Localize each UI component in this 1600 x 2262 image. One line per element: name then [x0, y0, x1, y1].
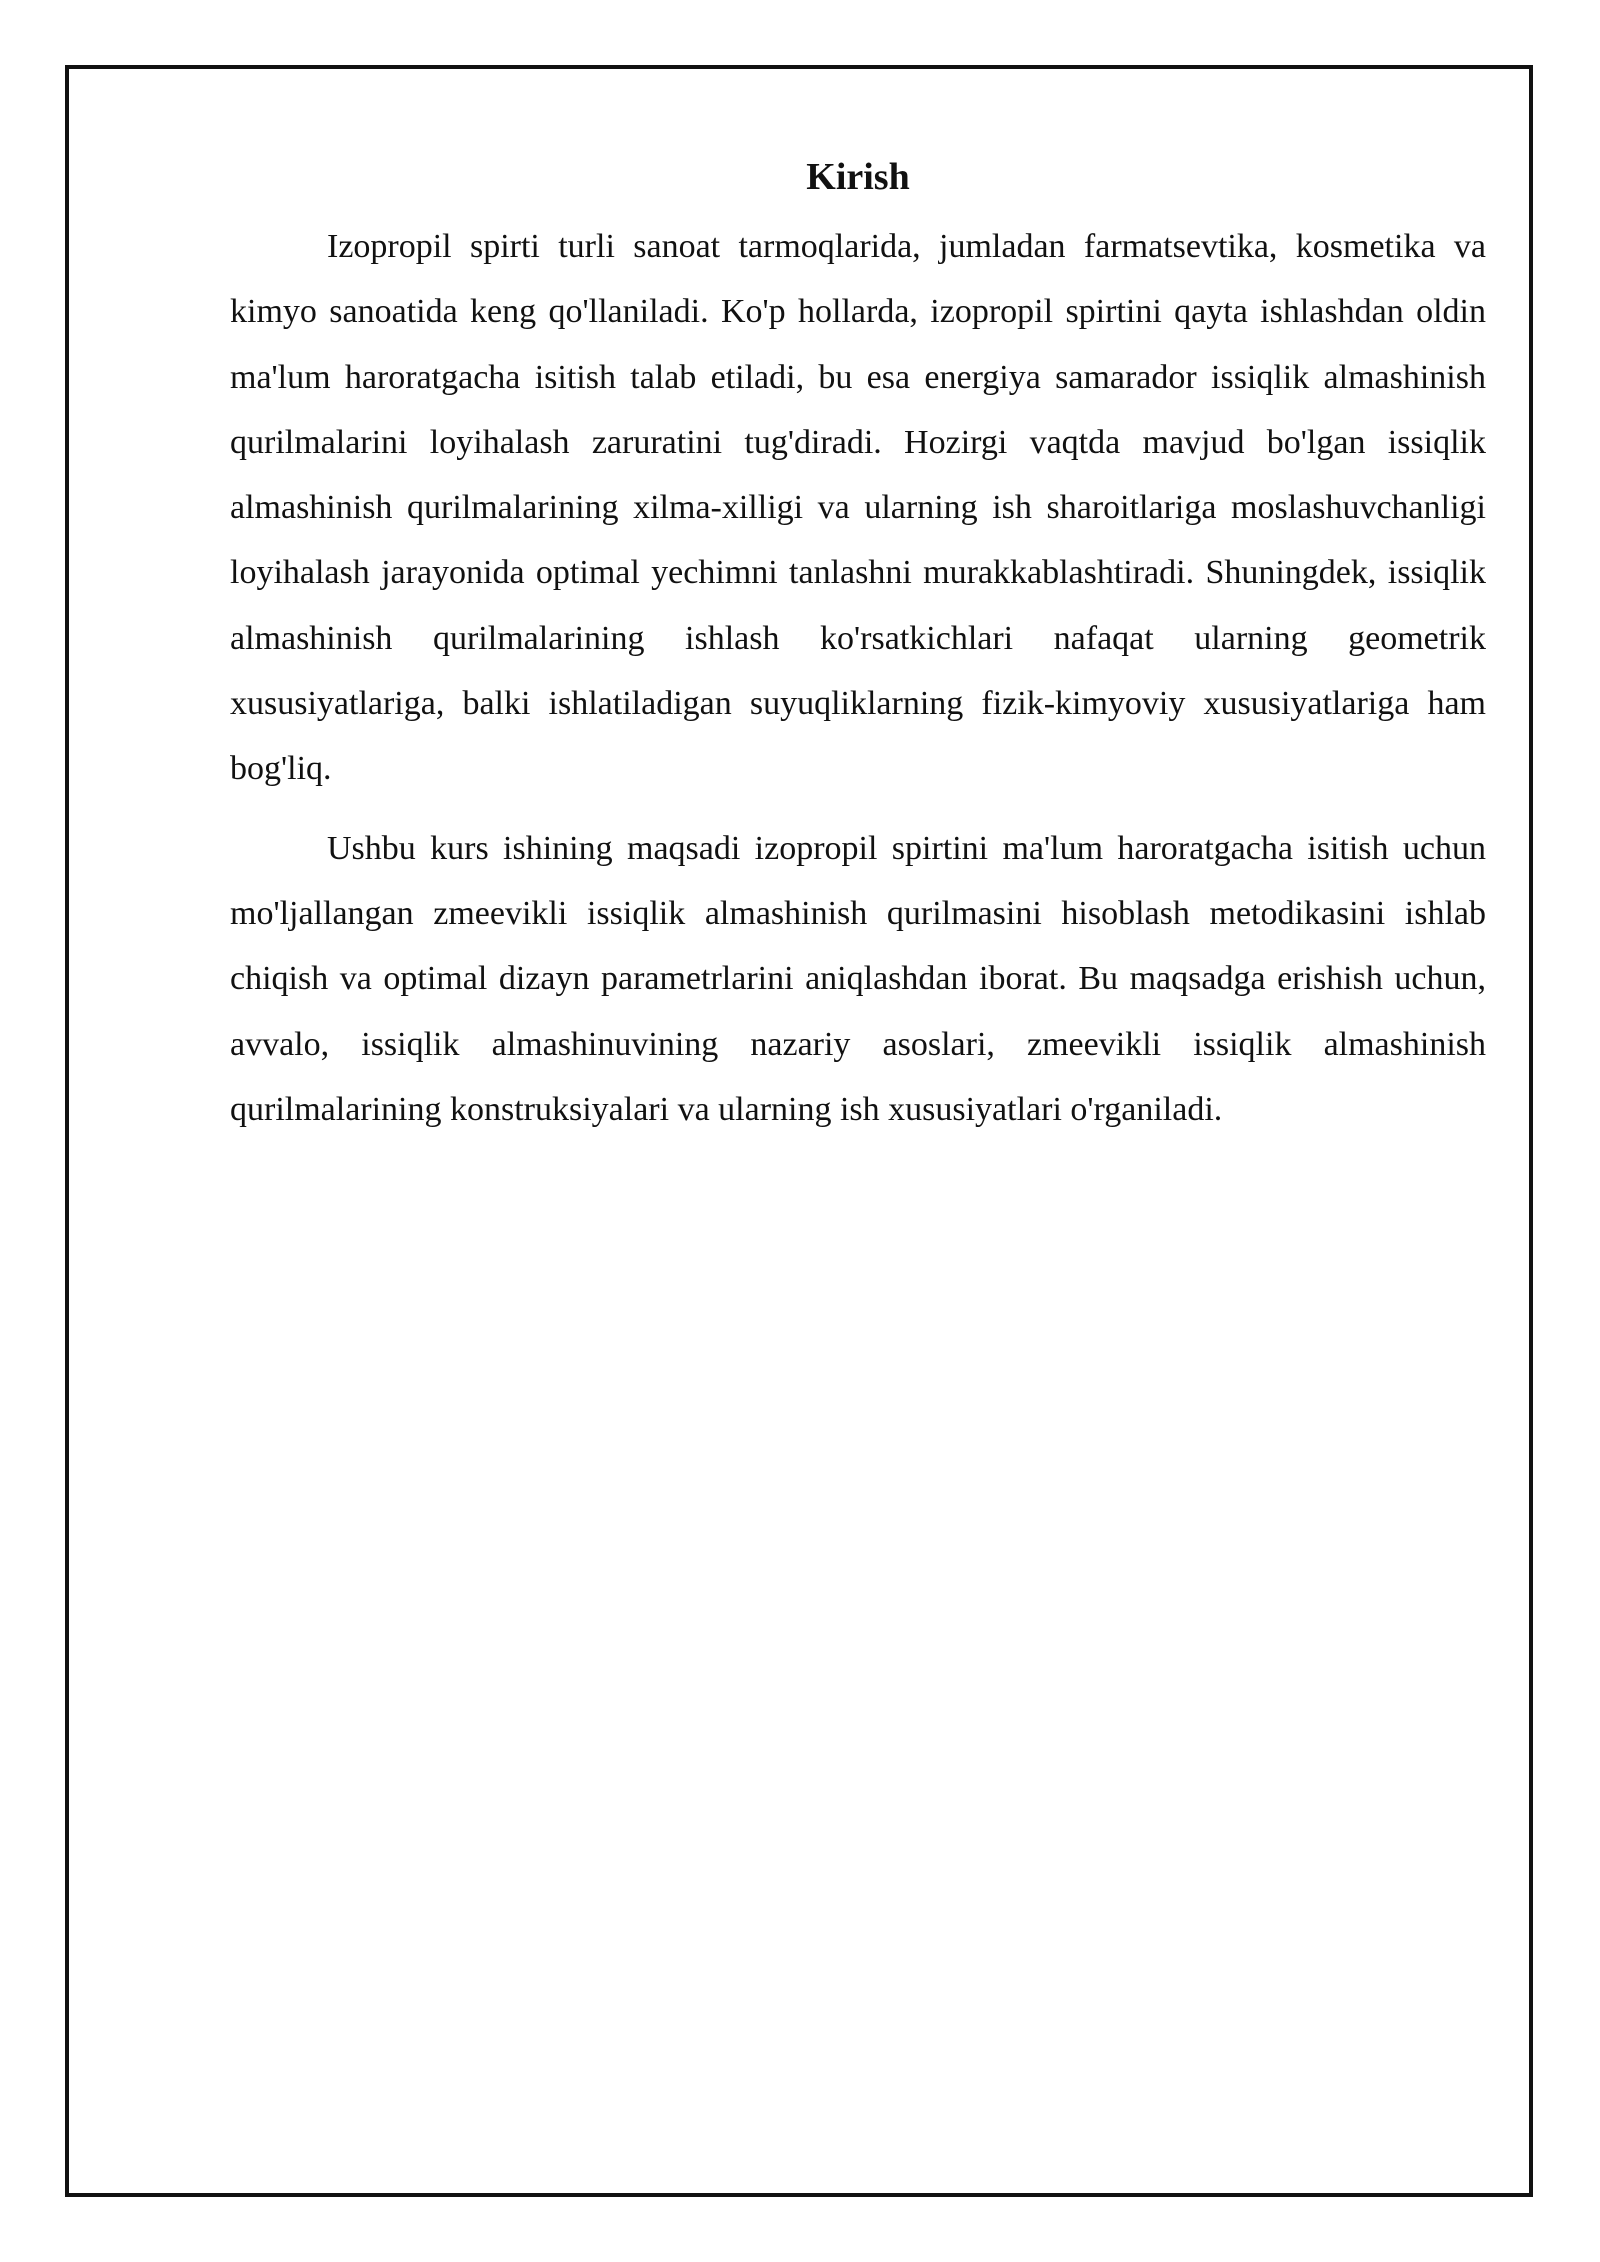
paragraph-goal: Ushbu kurs ishining maqsadi izopropil spirtini ma'lum haroratgacha isitish uchun mo'ljallangan zmeevikli issiqlik almashinish qurilmasini hisoblash metodikasini ishlab chiqish va optimal dizayn parametrlarini aniqlashdan iborat. Bu maqsadga erishish uchun, avvalo, issiqlik almashinuvining nazariy asoslari, zmeevikli issiqlik almashinish qurilmalarining konstruksiyalari va ularning ish xususiyatlari o'rganiladi.: [230, 829, 1486, 1128]
paragraph-intro: Izopropil spirti turli sanoat tarmoqlarida, jumladan farmatsevtika, kosmetika va kimyo sanoatida keng qo'llaniladi. Ko'p hollarda, izopropil spirtini qayta ishlashdan oldin ma'lum haroratgacha isitish talab etiladi, bu esa energiya samarador issiqlik almashinish qurilmalarini loyihalash zaruratini tug'diradi. Hozirgi vaqtda mavjud bo'lgan issiqlik almashinish qurilmalarining xilma-xilligi va ularning ish sharoitlariga moslashuvchanligi loyihalash jarayonida optimal yechimni tanlashni murakkablashtiradi. Shuningdek, issiqlik almashinish qurilmalarining ishlash ko'rsatkichlari nafaqat ularning geometrik xususiyatlariga, balki ishlatiladigan suyuqliklarning fizik-kimyoviy xususiyatlariga ham bog'liq.: [230, 228, 1486, 788]
document-body: [230, 148, 1486, 1156]
section-title: Kirish: [806, 156, 910, 198]
